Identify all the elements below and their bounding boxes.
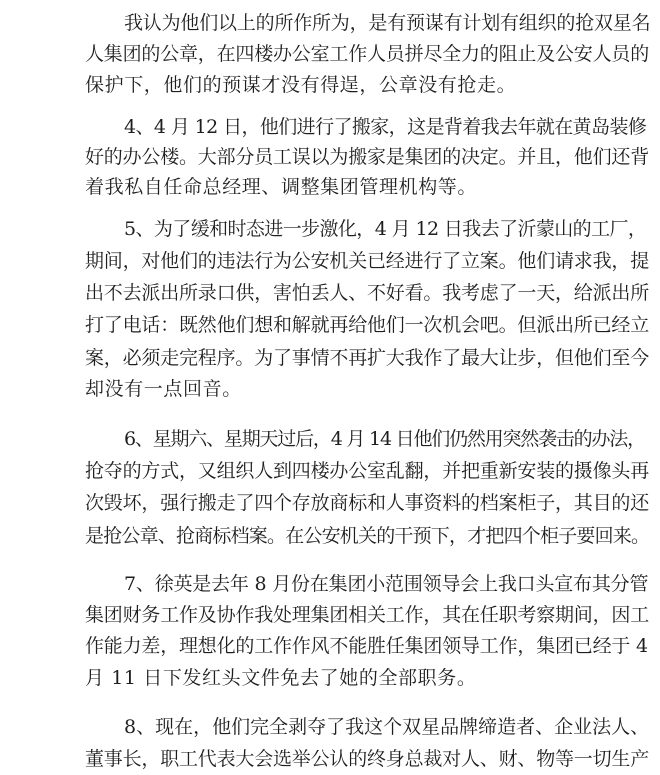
text-line: 4、4 月 12 日，他们进行了搬家，这是背着我去年就在黄岛装修: [124, 116, 647, 138]
text-line: 集团财务工作及协作我处理集团相关工作，其在任职考察期间，因工: [85, 604, 650, 626]
text-line: 保护下，他们的预谋才没有得逞，公章没有抢走。: [85, 74, 517, 96]
text-line: 8、现在，他们完全剥夺了我这个双星品牌缔造者、企业法人、: [124, 716, 650, 738]
text-line: 作能力差，理想化的工作作风不能胜任集团领导工作，集团已经于 4: [85, 635, 648, 657]
text-line: 7、徐英是去年 8 月份在集团小范围领导会上我口头宣布其分管: [124, 573, 649, 595]
text-line: 却没有一点回音。: [85, 378, 242, 400]
text-line: 打了电话：既然他们想和解就再给他们一次机会吧。但派出所已经立: [85, 314, 650, 336]
text-line: 好的办公楼。大部分员工误以为搬家是集团的决定。并且，他们还背: [85, 146, 650, 168]
text-line: 6、星期六、星期天过后，4 月 14 日他们仍然用突然袭击的办法，: [124, 428, 645, 450]
text-line: 董事长，职工代表大会选举公认的终身总裁对人、财、物等一切生产: [85, 748, 650, 770]
text-line: 是抢公章、抢商标档案。在公安机关的干预下，才把四个柜子要回来。: [85, 525, 650, 547]
text-line: 月 11 日下发红头文件免去了她的全部职务。: [85, 667, 477, 689]
text-line: 出不去派出所录口供，害怕丢人、不好看。我考虑了一天，给派出所: [85, 282, 650, 304]
text-line: 我认为他们以上的所作所为，是有预谋有计划有组织的抢双星名: [124, 12, 651, 34]
text-line: 期间，对他们的违法行为公安机关已经进行了立案。他们请求我，提: [85, 250, 650, 272]
text-line: 次毁坏，强行搬走了四个存放商标和人事资料的档案柜子，其目的还: [85, 492, 650, 514]
text-line: 着我私自任命总经理、调整集团管理机构等。: [85, 176, 478, 198]
text-line: 5、为了缓和时态进一步激化，4 月 12 日我去了沂蒙山的工厂，: [124, 218, 647, 240]
text-line: 人集团的公章，在四楼办公室工作人员拼尽全力的阻止及公安人员的: [85, 43, 650, 65]
text-line: 案，必须走完程序。为了事情不再扩大我作了最大让步，但他们至今: [85, 347, 650, 369]
text-line: 抢夺的方式，又组织人到四楼办公室乱翻，并把重新安装的摄像头再: [85, 460, 650, 482]
